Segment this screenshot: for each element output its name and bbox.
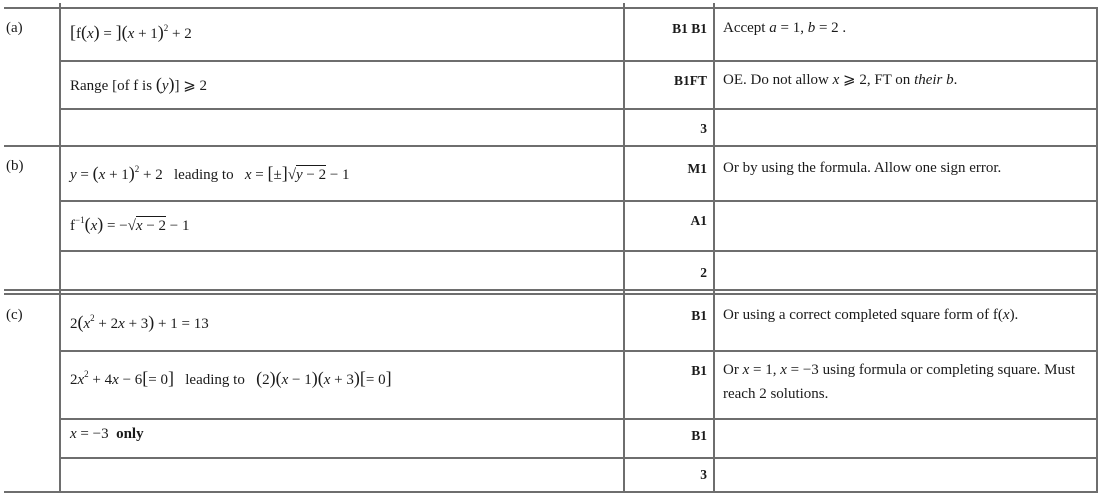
- answer-b-2: $f^{-1}(x) = -√x - 2 - 1$: [70, 214, 190, 234]
- guidance-c-2: Or x = 1, x = −3 using formula or completing square. Must reach 2 solutions.: [723, 362, 1076, 402]
- mark-b-total: 2: [700, 265, 707, 280]
- row-divider: [60, 418, 1098, 420]
- mark-a-1: B1 B1: [672, 21, 707, 36]
- guidance-b-1: Or by using the formula. Allow one sign error.: [723, 160, 1002, 176]
- part-label-c: (c): [6, 307, 23, 323]
- mark-a-total: 3: [700, 121, 707, 136]
- answer-a-1: $[f(x) = ](x + 1)^2 + 2$: [70, 22, 192, 42]
- mark-c-3: B1: [691, 428, 707, 443]
- answer-c-3: x = −3 only: [70, 426, 144, 442]
- guidance-c-1: Or using a correct completed square form of f(x).: [723, 307, 1019, 323]
- row-divider: [60, 108, 1098, 110]
- answer-a-2: Range [of f is (y)] ⩾ 2: [70, 74, 208, 94]
- mark-c-1: B1: [691, 308, 707, 323]
- guidance-a-2: OE. Do not allow x ⩾ 2, FT on their b.: [723, 72, 958, 88]
- part-divider-double-top: [4, 289, 1098, 291]
- guidance-a-1: Accept a = 1, b = 2 .: [723, 20, 847, 36]
- row-divider: [60, 350, 1098, 352]
- part-label-a: (a): [6, 20, 23, 36]
- row-divider: [60, 60, 1098, 62]
- mark-c-2: B1: [691, 363, 707, 378]
- part-divider-double-bottom: [4, 293, 1098, 295]
- row-divider: [60, 250, 1098, 252]
- mark-c-total: 3: [700, 467, 707, 482]
- row-divider: [60, 457, 1098, 459]
- part-label-b: (b): [6, 158, 24, 174]
- mark-b-2: A1: [690, 213, 707, 228]
- table-top-border: [4, 7, 1098, 9]
- row-divider: [60, 200, 1098, 202]
- mark-b-1: M1: [687, 161, 707, 176]
- answer-c-1: $2(x^2 + 2x + 3) + 1 = 13$: [70, 312, 209, 332]
- answer-b-1: $y = (x + 1)^2 + 2$ leading to x = [±]√y − 2 − 1: [70, 163, 350, 183]
- table-bottom-border: [4, 491, 1098, 493]
- answer-c-2: $2x^2 + 4x - 6[= 0]$ leading to (2)(x − 1)(x + 3)[= 0]: [70, 368, 392, 388]
- part-divider: [4, 145, 1098, 147]
- mark-a-2: B1FT: [673, 73, 707, 88]
